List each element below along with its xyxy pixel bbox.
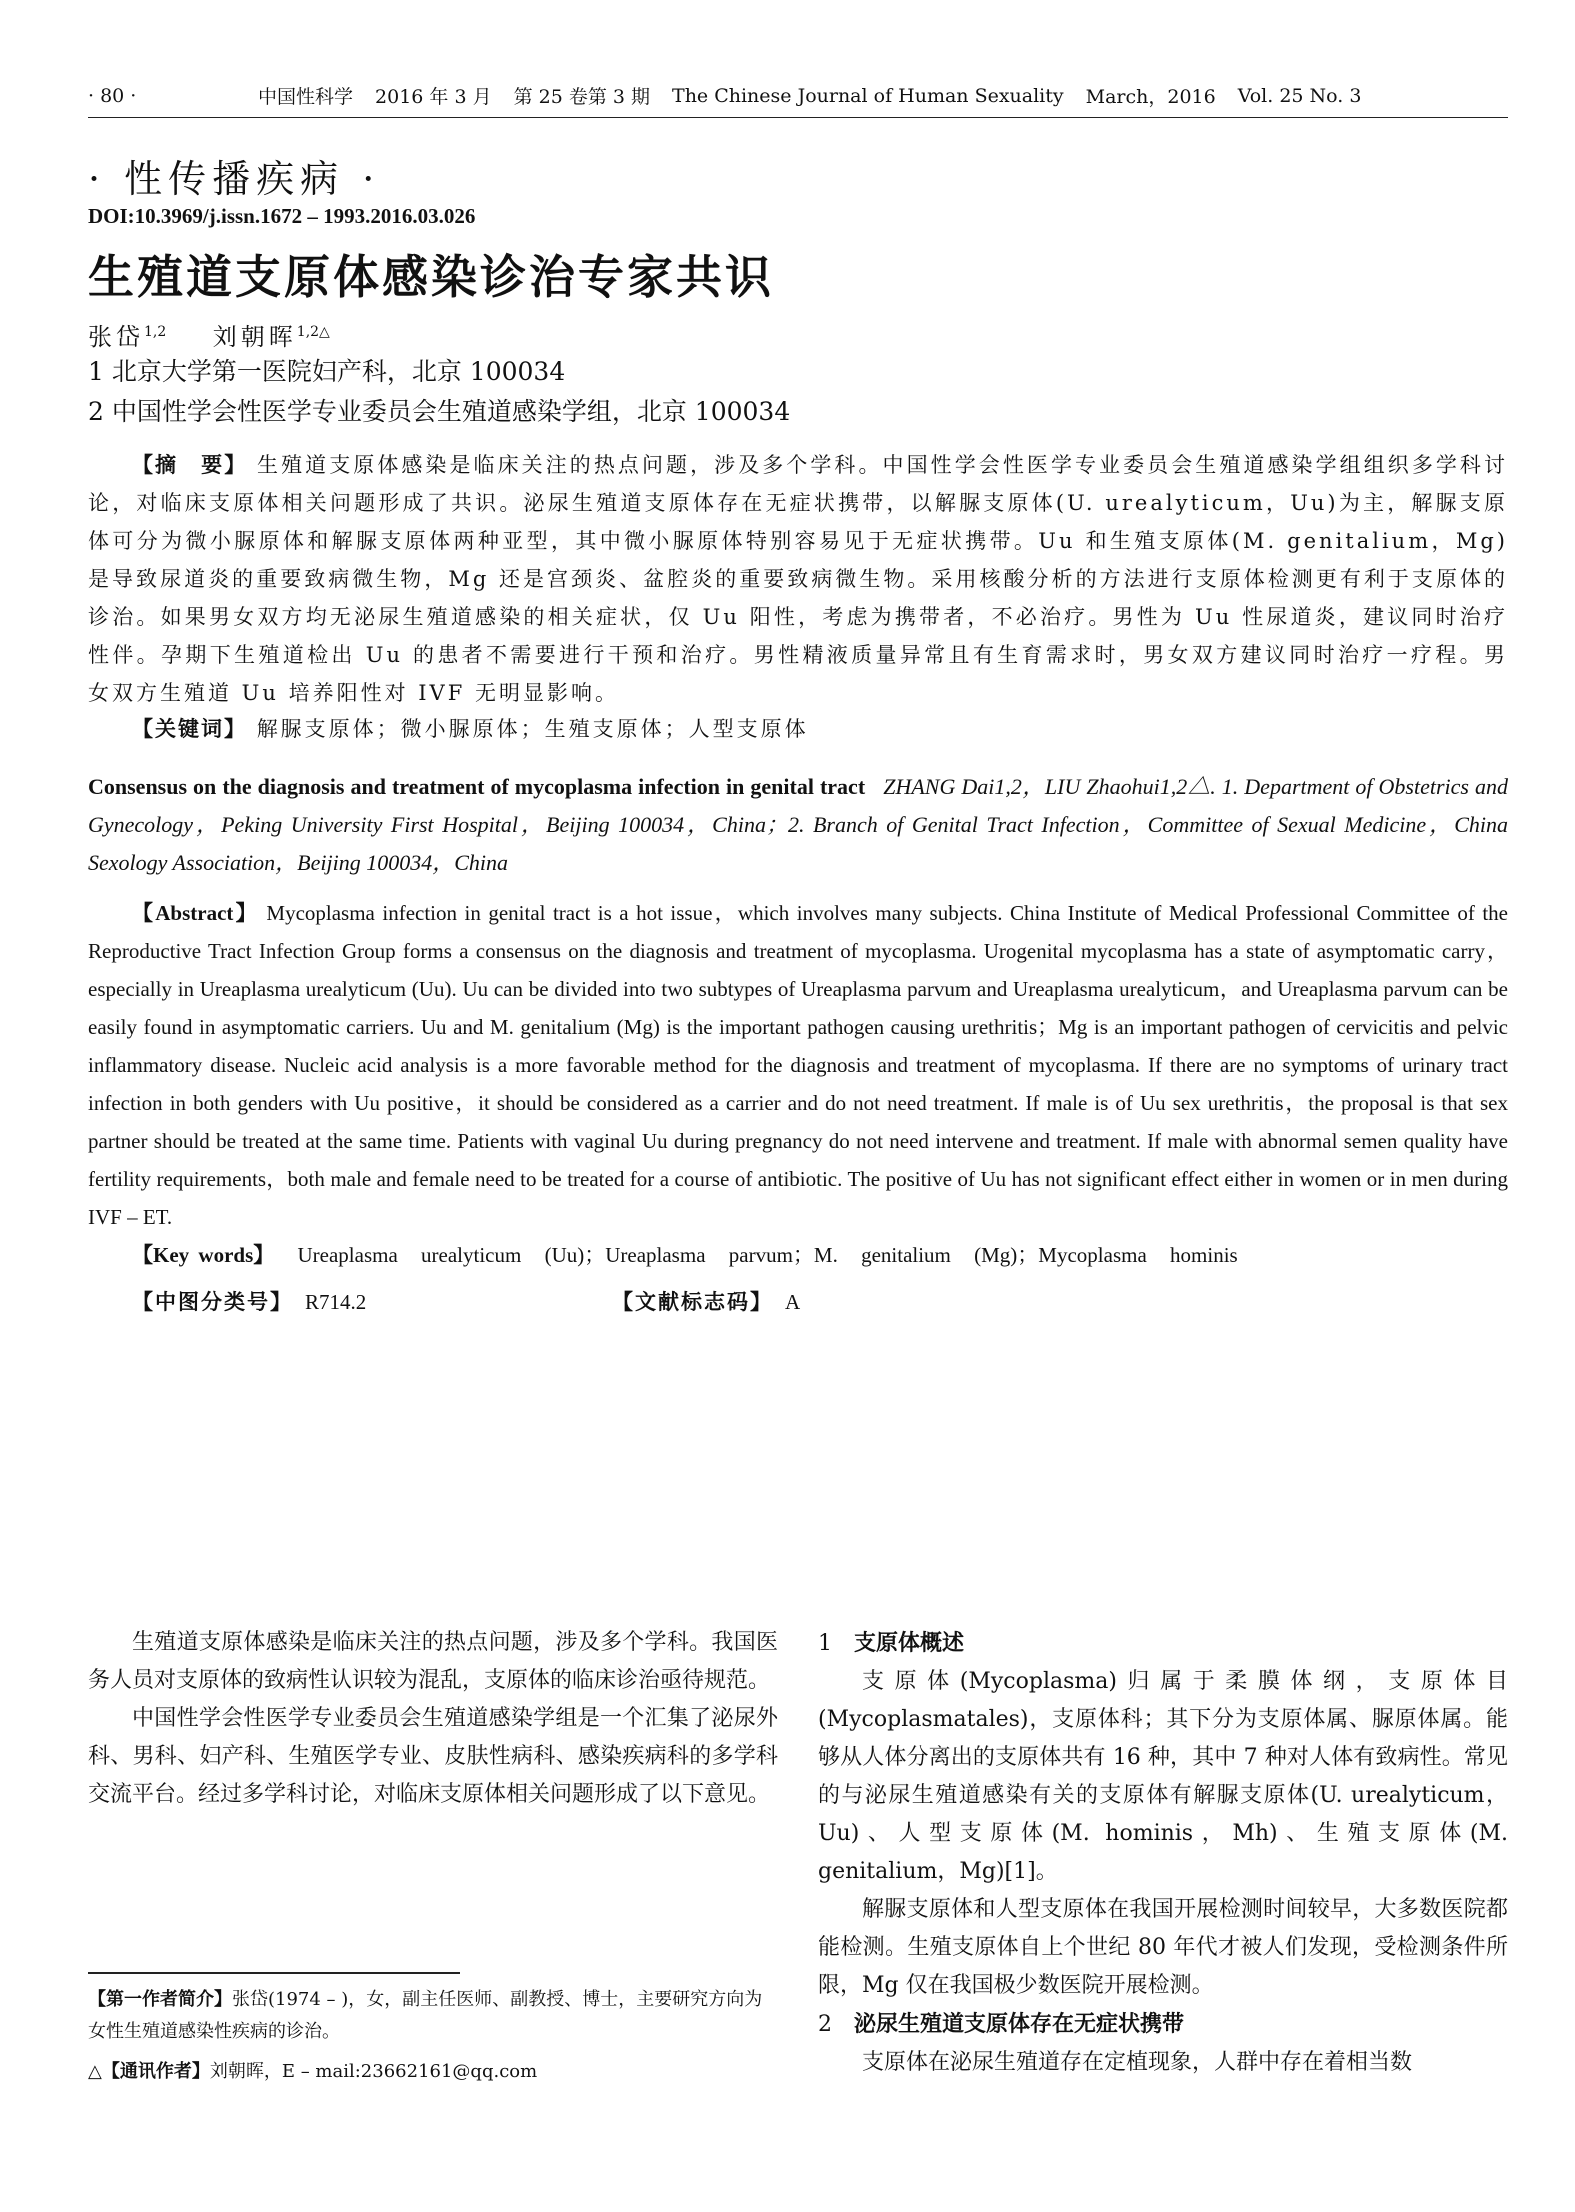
section-2-heading (818, 2005, 1508, 2044)
author-affil-mark: 1,2 (144, 324, 167, 340)
section-1-paragraph-2: 解脲支原体和人型支原体在我国开展检测时间较早，大多数医院都能检测。生殖支原体自上个世纪 80 年代才被人们发现，受检测条件所限，Mg 仅在我国极少数医院开展检测。 (818, 1897, 1508, 1998)
clc-label: 【中图分类号】 (132, 1289, 293, 1314)
english-authors-affiliations: ZHANG Dai1,2，LIU Zhaohui1,2△. 1. Department of Obstetrics and Gynecology，Peking University First Hospital，Beijing 100034，China；2. Branch of Genital Tract Infection，Committee of Sexual Medicine，China Sexology Association，Beijing 100034，China (88, 774, 1508, 875)
article-title: 生殖道支原体感染诊治专家共识 (88, 250, 774, 304)
footnote-corresponding-text: 刘朝晖，E – mail:23662161@qq.com (209, 2061, 538, 2082)
footnote-rule (88, 1972, 460, 1974)
intro-paragraph-2: 中国性学会性医学专业委员会生殖道感染学组是一个汇集了泌尿外科、男科、妇产科、生殖医学专业、皮肤性病科、感染疾病科的多学科交流平台。经过多学科讨论，对临床支原体相关问题形成了以下意见。 (88, 1706, 778, 1807)
doi: DOI:10.3969/j.issn.1672 – 1993.2016.03.026 (88, 204, 476, 228)
body-left-column (88, 1624, 778, 1814)
issue-volume-cn: 第 25 卷第 3 期 (513, 86, 651, 108)
doc-code-label: 【文献标志码】 (612, 1289, 773, 1314)
keywords-cn (88, 712, 1508, 746)
running-header (88, 82, 1508, 118)
abstract-en (88, 894, 1508, 1236)
abstract-cn-label: 【摘 要】 (132, 452, 248, 477)
abstract-en-text: Mycoplasma infection in genital tract is a hot issue，which involves many subjects. China Institute of Medical Professional Committee of the Reproductive Tract Infection Group forms a consensus on the diagnosis and treatment of mycoplasma. Urogenital mycoplasma has a state of asymptomatic carry，especially in Ureaplasma urealyticum (Uu). Uu can be divided into two subtypes of Ureaplasma parvum and Ureaplasma urealyticum，and Ureaplasma parvum can be easily found in asymptomatic carriers. Uu and M. genitalium (Mg) is the important pathogen causing urethritis；Mg is an important pathogen of cervicitis and pelvic inflammatory disease. Nucleic acid analysis is a more favorable method for the diagnosis and treatment of mycoplasma. If there are no symptoms of urinary tract infection in both genders with Uu positive，it should be considered as a carrier and do not need treatment. If male is of Uu sex urethritis，the proposal is that sex partner should be treated at the same time. Patients with vaginal Uu during pregnancy do not need intervene and treatment. If male with abnormal semen quality have fertility requirements，both male and female need to be treated for a course of antibiotic. The positive of Uu has not significant effect either in women or in men during IVF – ET. (88, 901, 1508, 1229)
footnote-first-author-text: 张岱(1974 – )，女，副主任医师、副教授、博士，主要研究方向为女性生殖道感染性疾病的诊治。 (88, 1989, 763, 2042)
author-affil-mark: 1,2△ (296, 324, 330, 340)
keywords-cn-label: 【关键词】 (132, 716, 247, 741)
keywords-en (88, 1236, 1508, 1274)
affiliation-1: 1 北京大学第一医院妇产科，北京 100034 (88, 357, 566, 386)
section-2-number: 2 (818, 2012, 832, 2037)
abstract-cn-text: 生殖道支原体感染是临床关注的热点问题，涉及多个学科。中国性学会性医学专业委员会生殖道感染学组组织多学科讨论，对临床支原体相关问题形成了共识。泌尿生殖道支原体存在无症状携带，以解脲支原体(U. urealyticum，Uu)为主，解脲支原体可分为微小脲原体和解脲支原体两种亚型，其中微小脲原体特别容易见于无症状携带。Uu 和生殖支原体(M. genitalium，Mg)是导致尿道炎的重要致病微生物，Mg 还是宫颈炎、盆腔炎的重要致病微生物。采用核酸分析的方法进行支原体检测更有利于支原体的诊治。如果男女双方均无泌尿生殖道感染的相关症状，仅 Uu 阳性，考虑为携带者，不必治疗。男性为 Uu 性尿道炎，建议同时治疗性伴。孕期下生殖道检出 Uu 的患者不需要进行干预和治疗。男性精液质量异常且有生育需求时，男女双方建议同时治疗一疗程。男女双方生殖道 Uu 培养阳性对 IVF 无明显影响。 (88, 453, 1508, 705)
author-list (88, 317, 1508, 352)
issue-date-cn: 2016 年 3 月 (375, 86, 492, 108)
abstract-cn (88, 446, 1508, 712)
body-right-column (818, 1624, 1508, 2082)
footnote-first-author (88, 1984, 778, 2048)
section-1-heading (818, 1624, 1508, 1663)
keywords-cn-text: 解脲支原体；微小脲原体；生殖支原体；人型支原体 (256, 717, 809, 741)
english-title-block (88, 768, 1508, 882)
intro-paragraph-1: 生殖道支原体感染是临床关注的热点问题，涉及多个学科。我国医务人员对支原体的致病性认识较为混乱，支原体的临床诊治亟待规范。 (88, 1630, 778, 1693)
author-name: 张岱 (88, 323, 144, 351)
body-columns (88, 1624, 1508, 2184)
journal-name-cn: 中国性科学 (258, 86, 354, 108)
section-label: · 性传播疾病 · (88, 157, 381, 201)
article-page (88, 82, 1508, 2082)
author-name: 刘朝晖 (212, 323, 297, 351)
english-title: Consensus on the diagnosis and treatment of mycoplasma infection in genital tract (88, 774, 866, 799)
section-1-paragraph-1: 支原体(Mycoplasma)归属于柔膜体纲，支原体目(Mycoplasmatales)，支原体科；其下分为支原体属、脲原体属。能够从人体分离出的支原体共有 16 种，其中 7 种对人体有致病性。常见的与泌尿生殖道感染有关的支原体有解脲支原体(U. urealyticum，Uu)、人型支原体(M. hominis，Mh)、生殖支原体(M. genitalium，Mg)[1]。 (818, 1669, 1508, 1884)
section-1-number: 1 (818, 1631, 832, 1656)
section-2-paragraph-1: 支原体在泌尿生殖道存在定植现象，人群中存在着相当数 (862, 2050, 1413, 2075)
clc-value: R714.2 (305, 1290, 367, 1314)
section-1-title: 支原体概述 (854, 1630, 965, 1656)
section-2-title: 泌尿生殖道支原体存在无症状携带 (854, 2011, 1185, 2037)
page-number: · 80 · (88, 84, 137, 107)
doc-code-value: A (785, 1290, 801, 1314)
issue-date-en: March，2016 (1085, 86, 1216, 108)
journal-name-en: The Chinese Journal of Human Sexuality (672, 84, 1064, 107)
keywords-en-text: Ureaplasma urealyticum (Uu)；Ureaplasma parvum；M. genitalium (Mg)；Mycoplasma hominis (297, 1243, 1238, 1267)
issue-volume-en: Vol. 25 No. 3 (1237, 84, 1362, 107)
classification-codes (88, 1286, 1508, 1316)
footnote-corresponding (88, 2056, 778, 2088)
footnote-first-author-label: 【第一作者简介】 (88, 1989, 232, 2010)
footnote-corresponding-label: △【通讯作者】 (88, 2061, 210, 2082)
keywords-en-label: 【Key words】 (132, 1243, 275, 1267)
abstract-en-label: 【Abstract】 (132, 901, 259, 925)
affiliation-2: 2 中国性学会性医学专业委员会生殖道感染学组，北京 100034 (88, 397, 791, 426)
